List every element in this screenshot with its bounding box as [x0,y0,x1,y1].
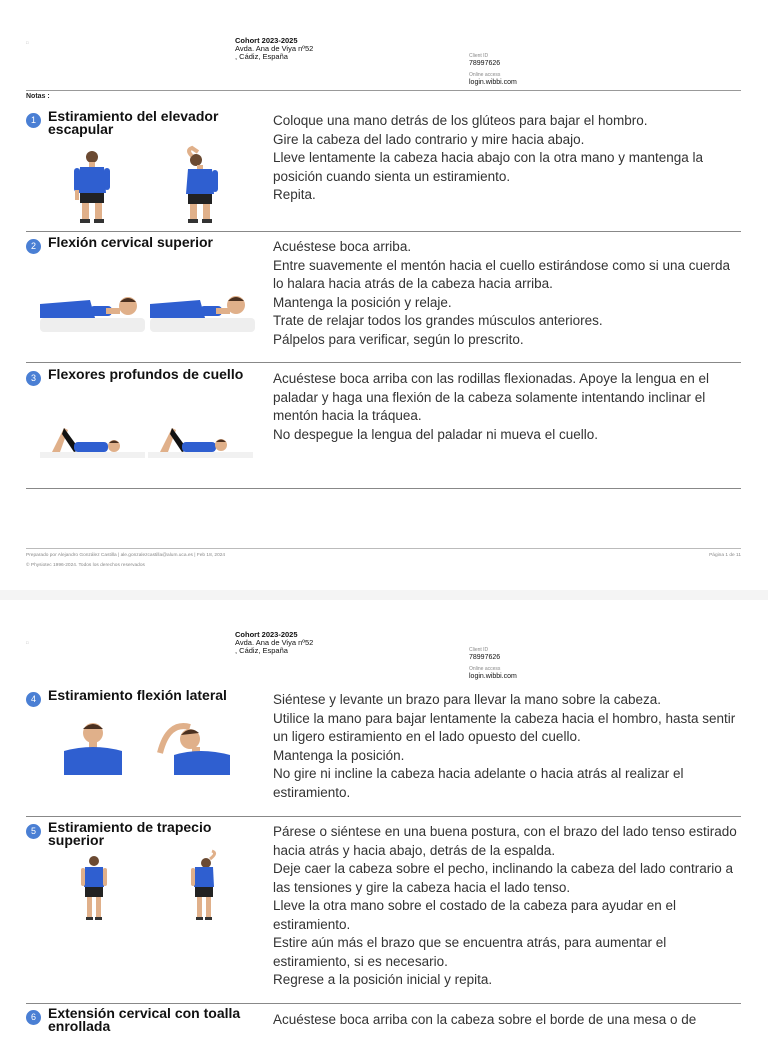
exercise-images [40,853,255,933]
notes-label: Notas : [26,93,50,100]
instruction-line: Acuéstese boca arriba con la cabeza sobre el borde de una mesa o de [273,1012,697,1027]
exercise-number-badge: 6 [26,1010,41,1025]
copyright-text: © Physiotec 1996-2024. Todos los derechos reservados [26,563,145,568]
page-header [0,0,768,90]
exercise-image-hook-lying [40,402,145,482]
instruction-line: Párese o siéntese en una buena postura, con el brazo del lado tenso estirado hacia atrás y hacia abajo, detrás de la espalda. [273,824,737,858]
exercise-images [40,148,255,228]
exercise-divider [26,488,741,489]
instruction-line: Coloque una mano detrás de los glúteos para bajar el hombro. [273,113,648,128]
page-number: Página 1 de 11 [709,553,741,558]
exercise-4 [26,689,741,817]
instruction-line: Trate de relajar todos los grandes músculos anteriores. [273,313,603,328]
client-id-value: 78997626 [469,654,501,661]
instruction-line: No despegue la lengua del paladar ni mueva el cuello. [273,426,598,442]
exercise-title: Extensión cervical con toalla enrollada [48,1005,241,1034]
exercise-image-standing-stretch [148,148,253,228]
online-access-link[interactable]: login.wibbi.com [469,79,517,86]
instruction-line: Mantenga la posición. [273,747,405,763]
instruction-line: No gire ni incline la cabeza hacia adelante o hacia atrás al realizar el estiramiento. [273,766,684,800]
exercise-instructions [273,238,743,349]
clinic-address [235,631,313,655]
exercise-number-badge: 2 [26,239,41,254]
instruction-line: Acuéstese boca arriba. [273,239,412,254]
instruction-line: Lleve la otra mano sobre el costado de la cabeza para ayudar en el estiramiento. [273,898,677,932]
exercise-number-badge: 4 [26,692,41,707]
exercise-image-standing-back [40,148,145,228]
exercise-6 [26,1007,741,1047]
cohort-name: Cohort 2023-2025 [235,36,298,45]
exercise-images [40,713,255,793]
page-header [0,600,768,690]
exercise-divider [26,816,741,817]
exercise-number-badge: 5 [26,824,41,839]
exercise-title: Flexores profundos de cuello [48,366,244,382]
cohort-name: Cohort 2023-2025 [235,630,298,639]
exercise-1 [26,110,741,232]
exercise-title: Estiramiento flexión lateral [48,687,227,703]
exercise-title: Estiramiento de trapecio superior [48,819,212,848]
exercise-divider [26,231,741,232]
exercise-image-standing-neutral [40,853,145,933]
instruction-line: Deje caer la cabeza sobre el pecho, inclinando la cabeza del lado contrario a las tensiones y gire la cabeza hacia el lado tenso. [273,861,734,895]
exercise-image-supine [40,258,145,338]
exercise-instructions [273,1011,743,1030]
instruction-line: Estire aún más el brazo que se encuentra atrás, para aumentar el estiramiento, si es necesario. [273,935,667,969]
exercise-number-badge: 3 [26,371,41,386]
instruction-line: Lleve lentamente la cabeza hacia abajo con la otra mano y mantenga la posición cuando sienta un estiramiento. [273,150,704,184]
exercise-instructions [273,823,743,990]
exercise-number-badge: 1 [26,113,41,128]
instruction-line: Gire la cabeza del lado contrario y mire hacia abajo. [273,131,585,147]
exercise-title: Estiramiento del elevador escapular [48,108,219,137]
exercise-instructions [273,112,743,205]
page-break [0,590,768,600]
address-line-2: , Cádiz, España [235,646,288,655]
client-id-label: Client ID [469,53,489,59]
instruction-line: Siéntese y levante un brazo para llevar la mano sobre la cabeza. [273,692,661,707]
exercise-2 [26,236,741,363]
clinic-address [235,37,313,61]
instruction-line: Acuéstese boca arriba con las rodillas flexionadas. Apoye la lengua en el paladar y haga una flexión de la cabeza solamente intentando inclinar el mentón hacia la tráquea. [273,371,710,423]
exercise-title: Flexión cervical superior [48,234,213,250]
client-id-label: Client ID [469,647,489,653]
instruction-line: Mantenga la posición y relaje. [273,294,452,310]
page-2 [0,600,768,1034]
header-divider [26,90,741,91]
exercise-image-seated-front [50,713,155,793]
exercise-image-trapezius-stretch [150,853,255,933]
online-access-label: Online access [469,666,501,672]
exercise-divider [26,1003,741,1004]
instruction-line: Utilice la mano para bajar lentamente la cabeza hacia el hombro, hasta sentir un ligero estiramiento en el lado opuesto del cuello. [273,710,736,744]
instruction-line: Entre suavemente el mentón hacia el cuello estirándose como si una cuerda lo halara hacia atrás de la cabeza hacia arriba. [273,257,731,291]
exercise-image-supine-chin-tuck [150,258,255,338]
address-line-2: , Cádiz, España [235,52,288,61]
address-line-1: Avda. Ana de Viya nº52 [235,638,314,647]
prepared-by-text: Preparado por Alejandro González Castilla | ale.gonzalezcastilla@alum.uca.es | Feb 18, 2024 [26,553,226,558]
instruction-line: Repita. [273,187,316,202]
client-id-value: 78997626 [469,60,501,67]
exercise-5 [26,821,741,1004]
address-line-1: Avda. Ana de Viya nº52 [235,44,314,53]
online-access-label: Online access [469,72,501,78]
exercise-3 [26,368,741,489]
company-logo: □ [26,40,29,45]
instruction-line: Regrese a la posición inicial y repita. [273,972,493,987]
exercise-image-hook-lying-nod [148,402,253,482]
exercise-image-lateral-flexion [150,713,255,793]
exercise-divider [26,362,741,363]
exercise-images [40,402,255,482]
exercise-instructions [273,691,743,802]
instruction-line: Pálpelos para verificar, según lo prescrito. [273,331,524,347]
exercise-images [40,258,255,338]
online-access-link[interactable]: login.wibbi.com [469,673,517,680]
footer-divider [26,548,741,549]
exercise-instructions [273,370,743,444]
company-logo: □ [26,640,29,645]
